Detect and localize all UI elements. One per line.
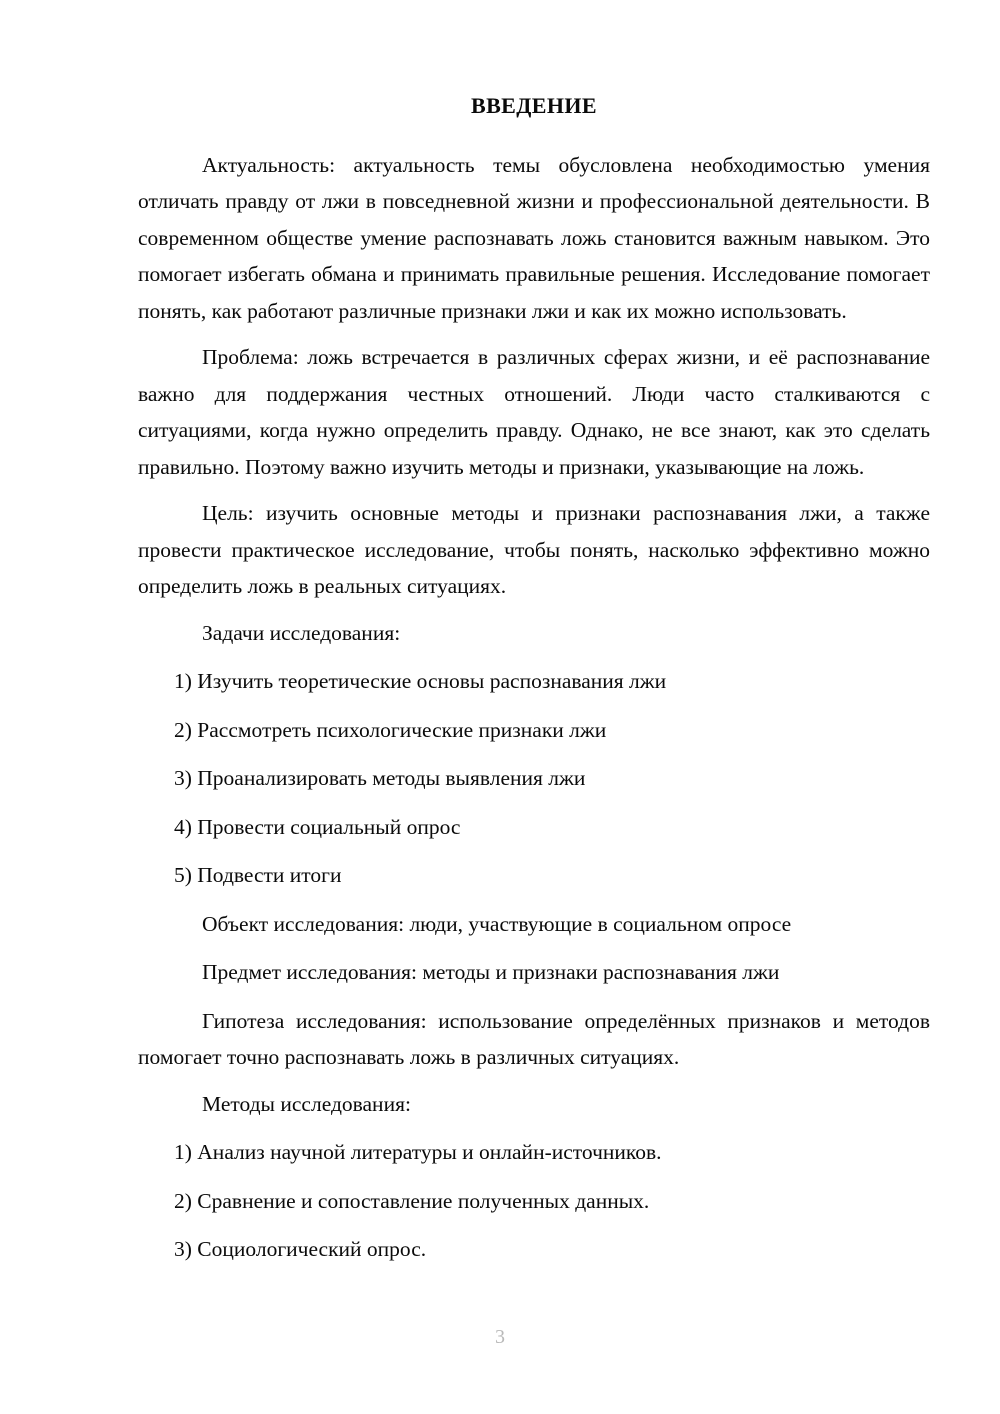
list-spacer bbox=[138, 845, 930, 857]
list-item: 3) Социологический опрос. bbox=[174, 1237, 427, 1262]
list-item: 1) Анализ научной литературы и онлайн-источников. bbox=[174, 1140, 662, 1165]
paragraph-spacer bbox=[138, 329, 930, 339]
methods-heading: Методы исследования: bbox=[202, 1091, 411, 1116]
paragraph-spacer bbox=[138, 605, 930, 615]
document-body bbox=[138, 92, 930, 1268]
page-number: 3 bbox=[495, 1326, 505, 1348]
list-spacer bbox=[138, 700, 930, 712]
list-spacer bbox=[138, 797, 930, 809]
paragraph-hypothesis: Гипотеза исследования: использование определённых признаков и методов помогает точно распознавать ложь в различных ситуациях. bbox=[138, 1008, 930, 1070]
paragraph-problem: Проблема: ложь встречается в различных сферах жизни, и её распознавание важно для поддержания честных отношений. Люди часто сталкиваются с ситуациями, когда нужно определить правду. Однако, не все знают, как это сделать правильно. Поэтому важно изучить методы и признаки, указывающие на ложь. bbox=[138, 345, 930, 479]
list-item: 4) Провести социальный опрос bbox=[174, 814, 461, 839]
list-spacer bbox=[138, 1219, 930, 1231]
paragraph-spacer bbox=[138, 942, 930, 954]
paragraph-subject: Предмет исследования: методы и признаки распознавания лжи bbox=[202, 960, 780, 985]
paragraph-spacer bbox=[138, 485, 930, 495]
paragraph-relevance: Актуальность: актуальность темы обусловлена необходимостью умения отличать правду от лжи в повседневной жизни и профессиональной деятельности. В современном обществе умение распознавать ложь становится важным навыком. Это помогает избегать обмана и принимать правильные решения. Исследование помогает понять, как работают различные признаки лжи и как их можно использовать. bbox=[138, 152, 930, 323]
paragraph-object: Объект исследования: люди, участвующие в социальном опросе bbox=[202, 911, 792, 936]
page-title: ВВЕДЕНИЕ bbox=[471, 93, 597, 118]
list-spacer bbox=[138, 651, 930, 663]
list-spacer bbox=[138, 1171, 930, 1183]
list-item: 1) Изучить теоретические основы распознавания лжи bbox=[174, 669, 667, 694]
list-spacer bbox=[138, 894, 930, 906]
list-item: 2) Сравнение и сопоставление полученных данных. bbox=[174, 1188, 650, 1213]
list-spacer bbox=[138, 1122, 930, 1134]
paragraph-goal: Цель: изучить основные методы и признаки распознавания лжи, а также провести практическое исследование, чтобы понять, насколько эффективно можно определить ложь в реальных ситуациях. bbox=[138, 501, 930, 599]
paragraph-spacer bbox=[138, 991, 930, 1003]
list-item: 5) Подвести итоги bbox=[174, 863, 342, 888]
tasks-heading: Задачи исследования: bbox=[202, 620, 401, 645]
list-item: 3) Проанализировать методы выявления лжи bbox=[174, 766, 586, 791]
list-spacer bbox=[138, 748, 930, 760]
paragraph-spacer bbox=[138, 1076, 930, 1086]
list-item: 2) Рассмотреть психологические признаки лжи bbox=[174, 717, 607, 742]
